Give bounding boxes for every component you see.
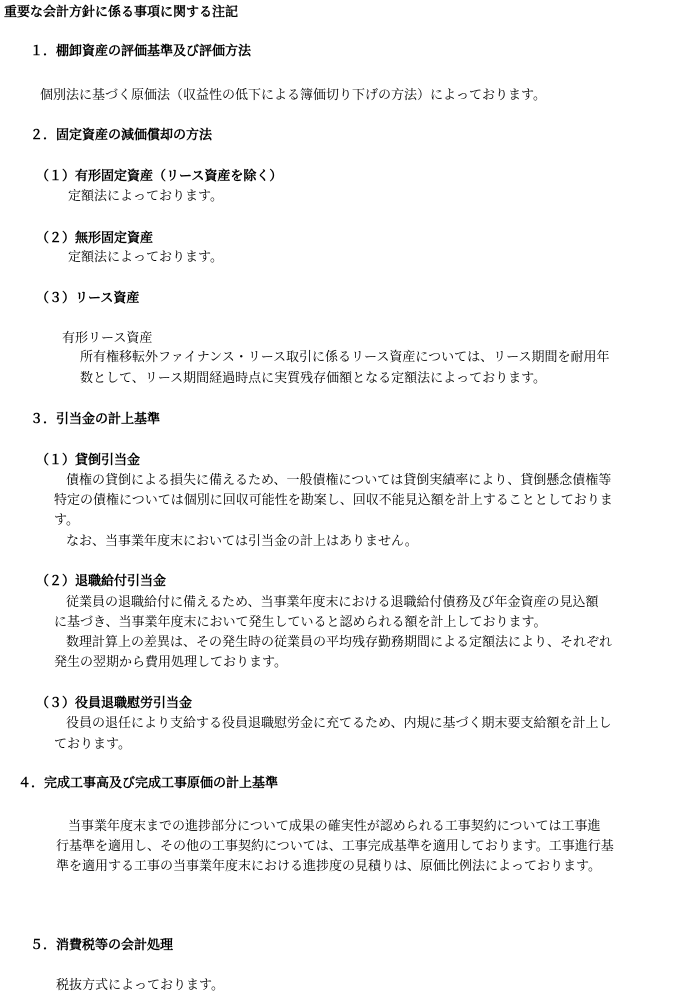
section-2-3-label: 有形リース資産 <box>62 331 153 346</box>
section-3-3-line-1: 役員の退任により支給する役員退職慰労金に充てるため、内規に基づく期末要支給額を計上し <box>66 716 612 731</box>
section-5-heading: ５．消費税等の会計処理 <box>30 938 174 953</box>
section-1-body: 個別法に基づく原価法（収益性の低下による簿価切り下げの方法）によっております。 <box>40 88 546 103</box>
section-3-2-line-4: 発生の翌期から費用処理しております。 <box>54 655 287 670</box>
section-3-1-line-3: す。 <box>54 513 79 528</box>
section-3-2-line-1: 従業員の退職給付に備えるため、当事業年度末における退職給付債務及び年金資産の見込額 <box>66 595 599 610</box>
section-3-1-line-2: 特定の債権については個別に回収可能性を勘案し、回収不能見込額を計上することとしておりま <box>54 493 613 508</box>
section-3-heading: ３．引当金の計上基準 <box>30 412 161 427</box>
section-2-3-line-2: 数として、リース期間経過時点に実質残存価額となる定額法によっております。 <box>80 371 547 386</box>
section-2-2-body: 定額法によっております。 <box>68 250 223 265</box>
section-3-1-heading: （１）貸倒引当金 <box>36 453 141 468</box>
section-2-2-heading: （２）無形固定資産 <box>36 231 154 246</box>
section-2-1-body: 定額法によっております。 <box>68 189 223 204</box>
section-2-3-line-1: 所有権移転外ファイナンス・リース取引に係るリース資産については、リース期間を耐用年 <box>80 350 610 365</box>
section-4-line-2: 行基準を適用し、その他の工事契約については、工事完成基準を適用しております。工事進行基 <box>56 839 614 854</box>
section-4-line-3: 準を適用する工事の当事業年度末における進捗度の見積りは、原価比例法によっております。 <box>56 859 601 874</box>
section-5-body: 税抜方式によっております。 <box>56 978 224 993</box>
section-3-2-line-3: 数理計算上の差異は、その発生時の従業員の平均残存勤務期間による定額法により、それぞれ <box>66 635 613 650</box>
document-title: 重要な会計方針に係る事項に関する注記 <box>4 5 239 20</box>
section-2-1-heading: （１）有形固定資産（リース資産を除く） <box>36 169 283 184</box>
section-1-heading: １．棚卸資産の評価基準及び評価方法 <box>30 44 252 59</box>
section-4-heading: ４．完成工事高及び完成工事原価の計上基準 <box>18 776 279 791</box>
section-3-3-heading: （３）役員退職慰労引当金 <box>36 696 193 711</box>
section-3-1-line-1: 債権の貸倒による損失に備えるため、一般債権については貸倒実績率により、貸倒懸念債権等 <box>66 473 612 488</box>
section-2-heading: ２．固定資産の減価償却の方法 <box>30 128 213 143</box>
section-3-2-heading: （２）退職給付引当金 <box>36 574 167 589</box>
section-3-1-line-4: なお、当事業年度末においては引当金の計上はありません。 <box>66 534 418 549</box>
section-3-3-line-2: ております。 <box>54 737 131 752</box>
section-4-line-1: 当事業年度末までの進捗部分について成果の確実性が認められる工事契約については工事進 <box>68 819 601 834</box>
section-3-2-line-2: に基づき、当事業年度末において発生していると認められる額を計上しております。 <box>54 615 547 630</box>
section-2-3-heading: （３）リース資産 <box>36 291 140 306</box>
